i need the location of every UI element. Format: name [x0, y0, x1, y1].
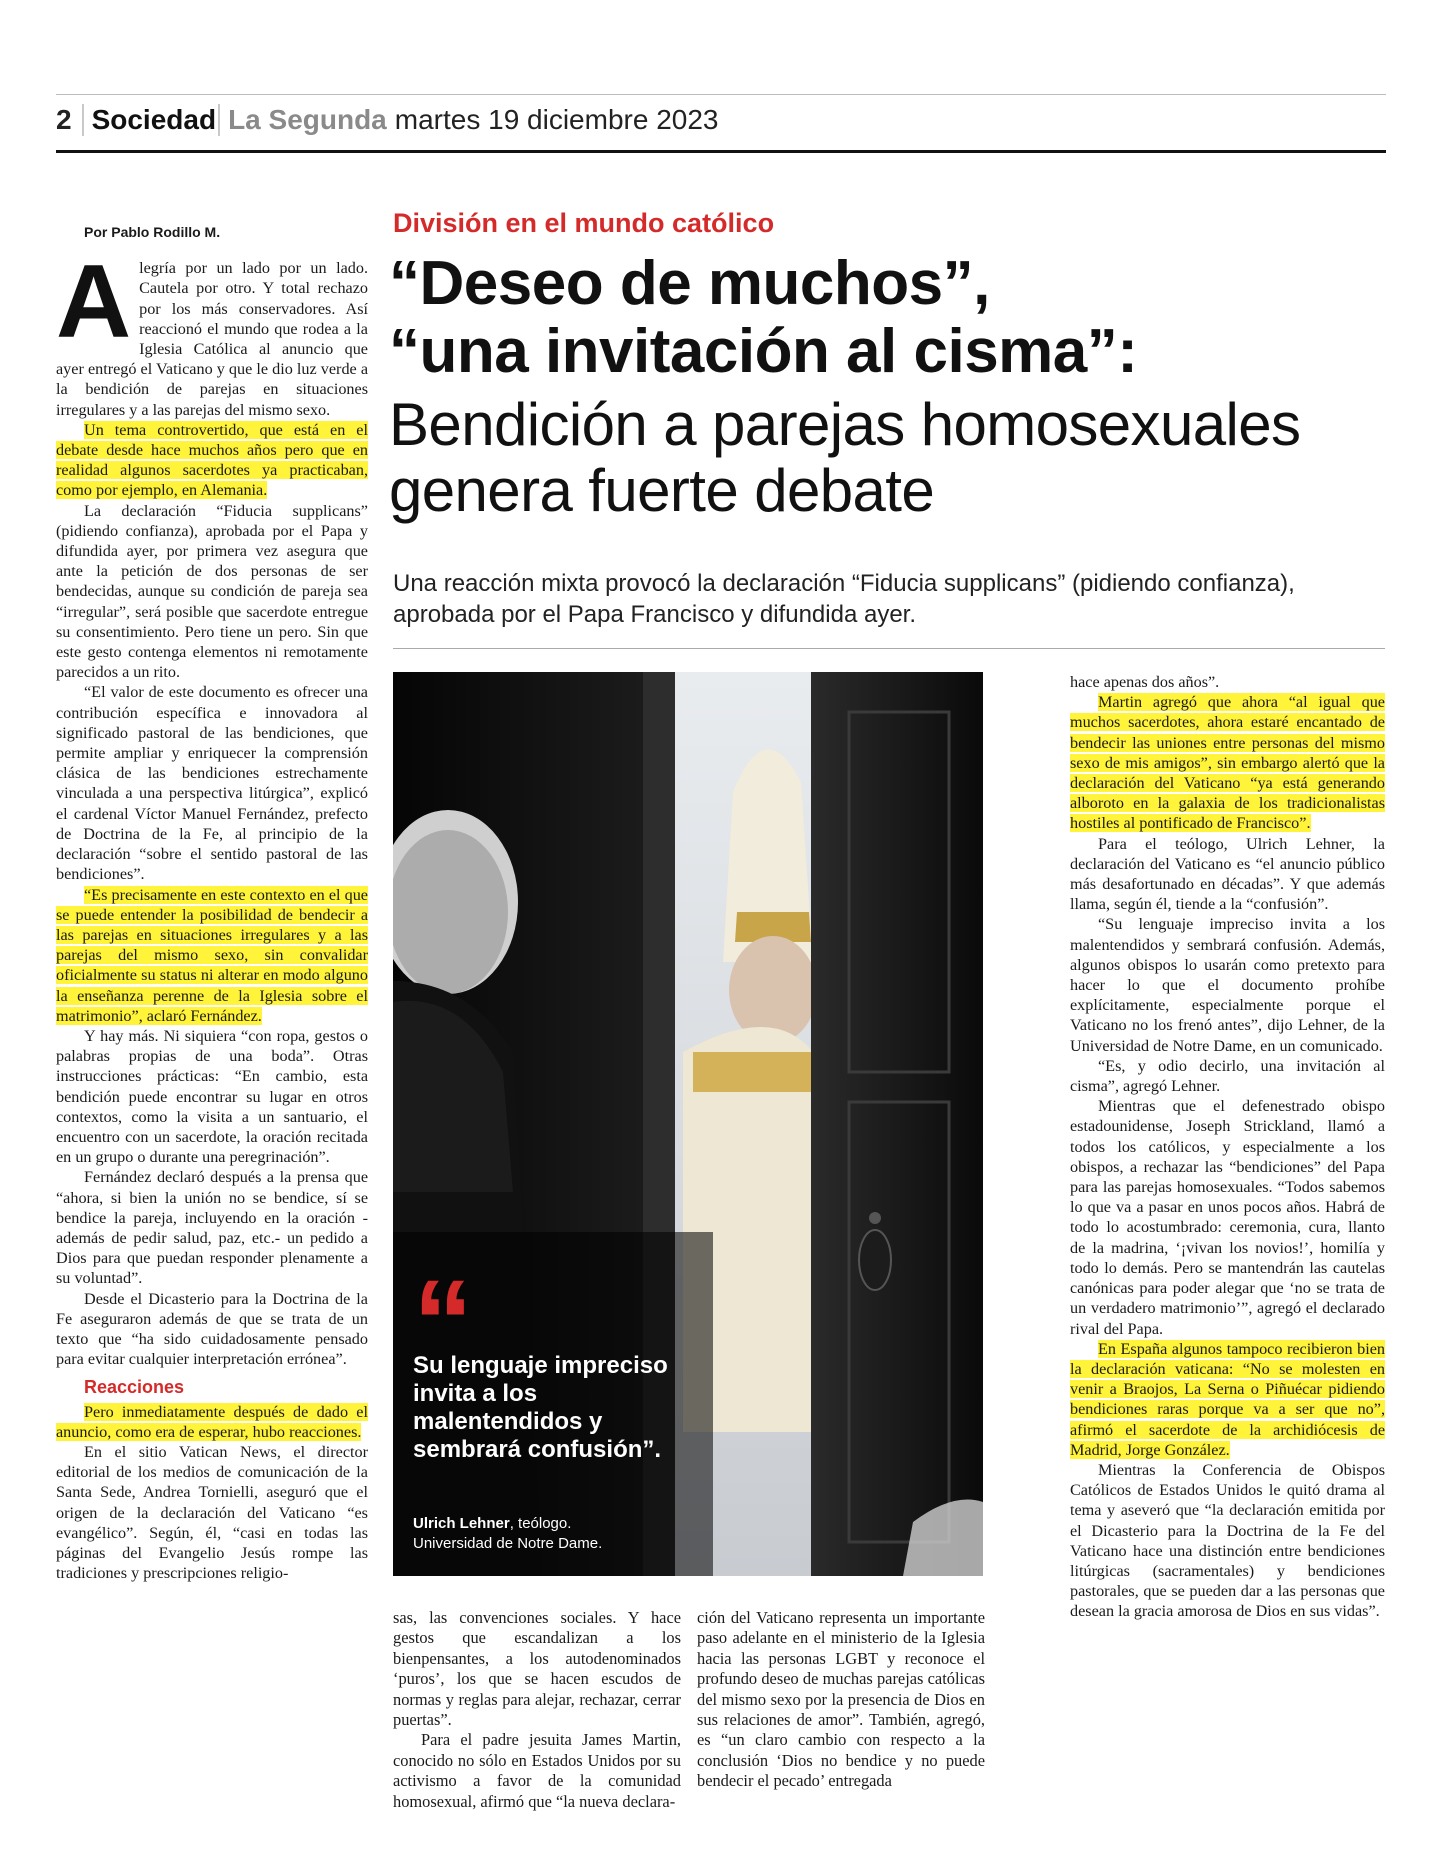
quote-mark: “	[413, 1255, 473, 1389]
pull-quote-attribution	[413, 1514, 713, 1554]
highlighted-text: Martin agregó que ahora “al igual que muchos sacerdotes, ahora estaré encantado de bendecir las uniones entre personas del mismo sexo de mis amigos”, sin embargo alertó que la declaración del Vaticano “ya está generando alboroto en la galaxia de los tradicionalistas hostiles al pontificado de Francisco”.	[1070, 693, 1385, 833]
article-paragraph: Alegría por un lado por un lado. Cautela por otro. Y total rechazo por los más conservadores. Así reaccionó el mundo que rodea a la Iglesia Católica al anuncio que ayer entregó el Vaticano y que le dio luz verde a la bendición de parejas en situaciones irregulares y a las parejas del mismo sexo.	[56, 244, 368, 419]
byline: Por Pablo Rodillo M.	[84, 224, 221, 240]
article-paragraph: Mientras que el defenestrado obispo estadounidense, Joseph Strickland, llamó a todos los católicos, y especialmente a los obispos, a rechazar las “bendiciones” del Papa para las parejas homosexuales. “Todos sabemos lo que va a pasar en unos pocos años. Habrá de todo lo acostumbrado: ceremonia, cura, llanto de la madrina, ‘¡vivan los novios!’, homilía y todo lo demás. Pero se mantendrán las cautelas canónicas para poder alegar que ‘no se trata de un verdadero matrimonio’”, agregó el declarado rival del Papa.	[1070, 1097, 1385, 1338]
article-paragraph: Mientras la Conferencia de Obispos Católicos de Estados Unidos le quitó drama al tema y aseveró que “la declaración emitida por el Dicasterio para la Doctrina de la Fe del Vaticano hace una distinción entre bendiciones litúrgicas (sacramentales) y bendiciones pastorales, que se pueden dar a las personas que desean la gracia amorosa de Dios en sus vidas”.	[1070, 1460, 1385, 1621]
article-paragraph: En el sitio Vatican News, el director editorial de los medios de comunicación de la Santa Sede, Andrea Tornielli, aseguró que el origen de la declaración del Vaticano “es evangélico”. Según, él, “casi en todas las páginas del Evangelio Jesús rompe las tradiciones y prescripciones religio-	[56, 1442, 368, 1583]
issue-date: martes 19 diciembre 2023	[394, 104, 719, 135]
section-subhead: Reacciones	[84, 1377, 185, 1398]
article-paragraph	[56, 1402, 368, 1442]
headline-line-1: “Deseo de muchos”,	[389, 249, 990, 318]
article-paragraph	[1070, 692, 1385, 833]
article-paragraph: Desde el Dicasterio para la Doctrina de la Fe aseguraron además de que se trata de un texto que “ha sido cuidadosamente pensado para evitar cualquier interpretación errónea”.	[56, 1289, 368, 1369]
highlighted-text: “Es precisamente en este contexto en el que se puede entender la posibilidad de bendecir a las parejas en situaciones irregulares y a las parejas del mismo sexo, sin convalidar oficialmente su status ni alterar en modo alguno la enseñanza perenne de la Iglesia sobre el matrimonio”, aclaró Fernández.	[56, 885, 368, 1025]
page-header	[56, 98, 719, 142]
highlighted-text: Pero inmediatamente después de dado el anuncio, como era de esperar, hubo reacciones.	[56, 1402, 368, 1441]
article-column-4	[1070, 672, 1385, 1622]
headline	[389, 250, 1137, 386]
headline-line-2: “una invitación al cisma”:	[389, 317, 1138, 386]
pull-quote-affiliation: Universidad de Notre Dame.	[413, 1535, 603, 1552]
highlighted-text: Un tema controvertido, que está en el debate desde hace muchos años pero que en realidad algunos sacerdotes ya practicaban, como por ejemplo, en Alemania.	[56, 420, 368, 500]
article-paragraph: Para el teólogo, Ulrich Lehner, la declaración del Vaticano es “el anuncio público más desafortunado en décadas”. Y que además llama, según él, tiende a la “confusión”.	[1070, 834, 1385, 914]
article-paragraph: Para el padre jesuita James Martin, conocido no sólo en Estados Unidos por su activismo a favor de la comunidad homosexual, afirmó que “la nueva declara-	[393, 1730, 681, 1811]
article-paragraph: Fernández declaró después a la prensa que “ahora, si bien la unión no se bendice, sí se bendice la pareja, incluyendo en la oración -además de pedir salud, paz, etc.- un pedido a Dios para que puedan responder plenamente a su voluntad”.	[56, 1168, 368, 1288]
dek-rule	[393, 648, 1385, 649]
article-paragraph: “Es, y odio decirlo, una invitación al cisma”, agregó Lehner.	[1070, 1056, 1385, 1096]
drop-cap: A	[56, 244, 132, 361]
pull-quote-role: , teólogo.	[509, 1515, 572, 1532]
header-separator	[82, 104, 84, 136]
article-dek: Una reacción mixta provocó la declaración “Fiducia supplicans” (pidiendo confianza), aprobada por el Papa Francisco y difundida ayer.	[393, 570, 1295, 628]
article-paragraph: La declaración “Fiducia supplicans” (pidiendo confianza), aprobada por el Papa y difundida ayer, por primera vez asegura que ante la petición de dos personas de ser bendecidas, aunque su condición de pareja sea “irregular”, será posible que sacerdote entregue su consentimiento. Pero tiene un pero. Sin que este gesto contenga elementos ni remotamente parecidos a un rito.	[56, 501, 368, 682]
article-paragraph: ción del Vaticano representa un importante paso adelante en el ministerio de la Iglesia hacia las personas LGBT y reconoce el profundo deseo de muchas parejas católicas del mismo sexo por la presencia de Dios en sus relaciones de amor”. También, agregó, es “un claro cambio con respecto a la conclusión ‘Dios no bendice y no puede bendecir el pecado’ entregada	[697, 1608, 985, 1791]
article-paragraph: “Su lenguaje impreciso invita a los malentendidos y sembrará confusión. Además, algunos obispos lo usarán como pretexto para hacer lo que el documento prohíbe explícitamente, especialmente porque el Vaticano no los frenó antes”, dijo Lehner, de la Universidad de Notre Dame, en un comunicado.	[1070, 915, 1385, 1055]
top-rule	[56, 94, 1386, 95]
article-paragraph: hace apenas dos años”.	[1070, 673, 1220, 691]
pull-quote-author: Ulrich Lehner	[413, 1515, 510, 1532]
subheadline	[389, 392, 1300, 524]
article-column-1	[56, 222, 368, 1583]
publication-name: La Segunda	[228, 104, 387, 135]
article-kicker: División en el mundo católico	[393, 208, 775, 238]
article-column-3	[697, 1608, 985, 1792]
article-paragraph: “El valor de este documento es ofrecer una contribución específica e innovadora al significado pastoral de las bendiciones, que permite ampliar y enriquecer la comprensión clásica de las bendiciones estrechamente vinculada a una perspectiva litúrgica”, explicó el cardenal Víctor Manuel Fernández, prefecto de Doctrina de la Fe, al principio de la declaración “sobre el sentido pastoral de las bendiciones”.	[56, 683, 368, 884]
article-paragraph	[56, 885, 368, 1026]
section-name: Sociedad	[91, 104, 217, 135]
article-column-2	[393, 1608, 681, 1812]
pull-quote-text: Su lenguaje impreciso invita a los malentendidos y sembrará confusión”.	[413, 1352, 668, 1463]
article-paragraph: Y hay más. Ni siquiera “con ropa, gestos o palabras propias de una boda”. Otras instrucciones prácticas: “En cambio, esta bendición puede encontrar su lugar en otros contextos, como la visita a un santuario, el encuentro con un sacerdote, la oración recitada en un grupo o durante una peregrinación”.	[56, 1026, 368, 1167]
header-rule	[56, 150, 1386, 153]
subheadline-line-1: Bendición a parejas homosexuales	[389, 391, 1301, 458]
highlighted-text: En España algunos tampoco recibieron bien la declaración vaticana: “No se molesten en venir a Braojos, La Serna o Piñuécar pidiendo bendiciones raras porque va a ser que no”, afirmó el sacerdote de la archidiócesis de Madrid, Jorge González.	[1070, 1339, 1385, 1459]
article-paragraph	[1070, 1339, 1385, 1460]
article-photo	[393, 672, 983, 1576]
article-paragraph: sas, las convenciones sociales. Y hace gestos que escandalizan a los bienpensantes, a los autodenominados ‘puros’, los que se hacen escudos de normas y reglas para alejar, rechazar, cerrar puertas”.	[393, 1608, 681, 1730]
page-number: 2	[56, 104, 72, 135]
subheadline-line-2: genera fuerte debate	[389, 457, 935, 524]
header-separator	[218, 104, 220, 136]
article-paragraph	[56, 420, 368, 501]
